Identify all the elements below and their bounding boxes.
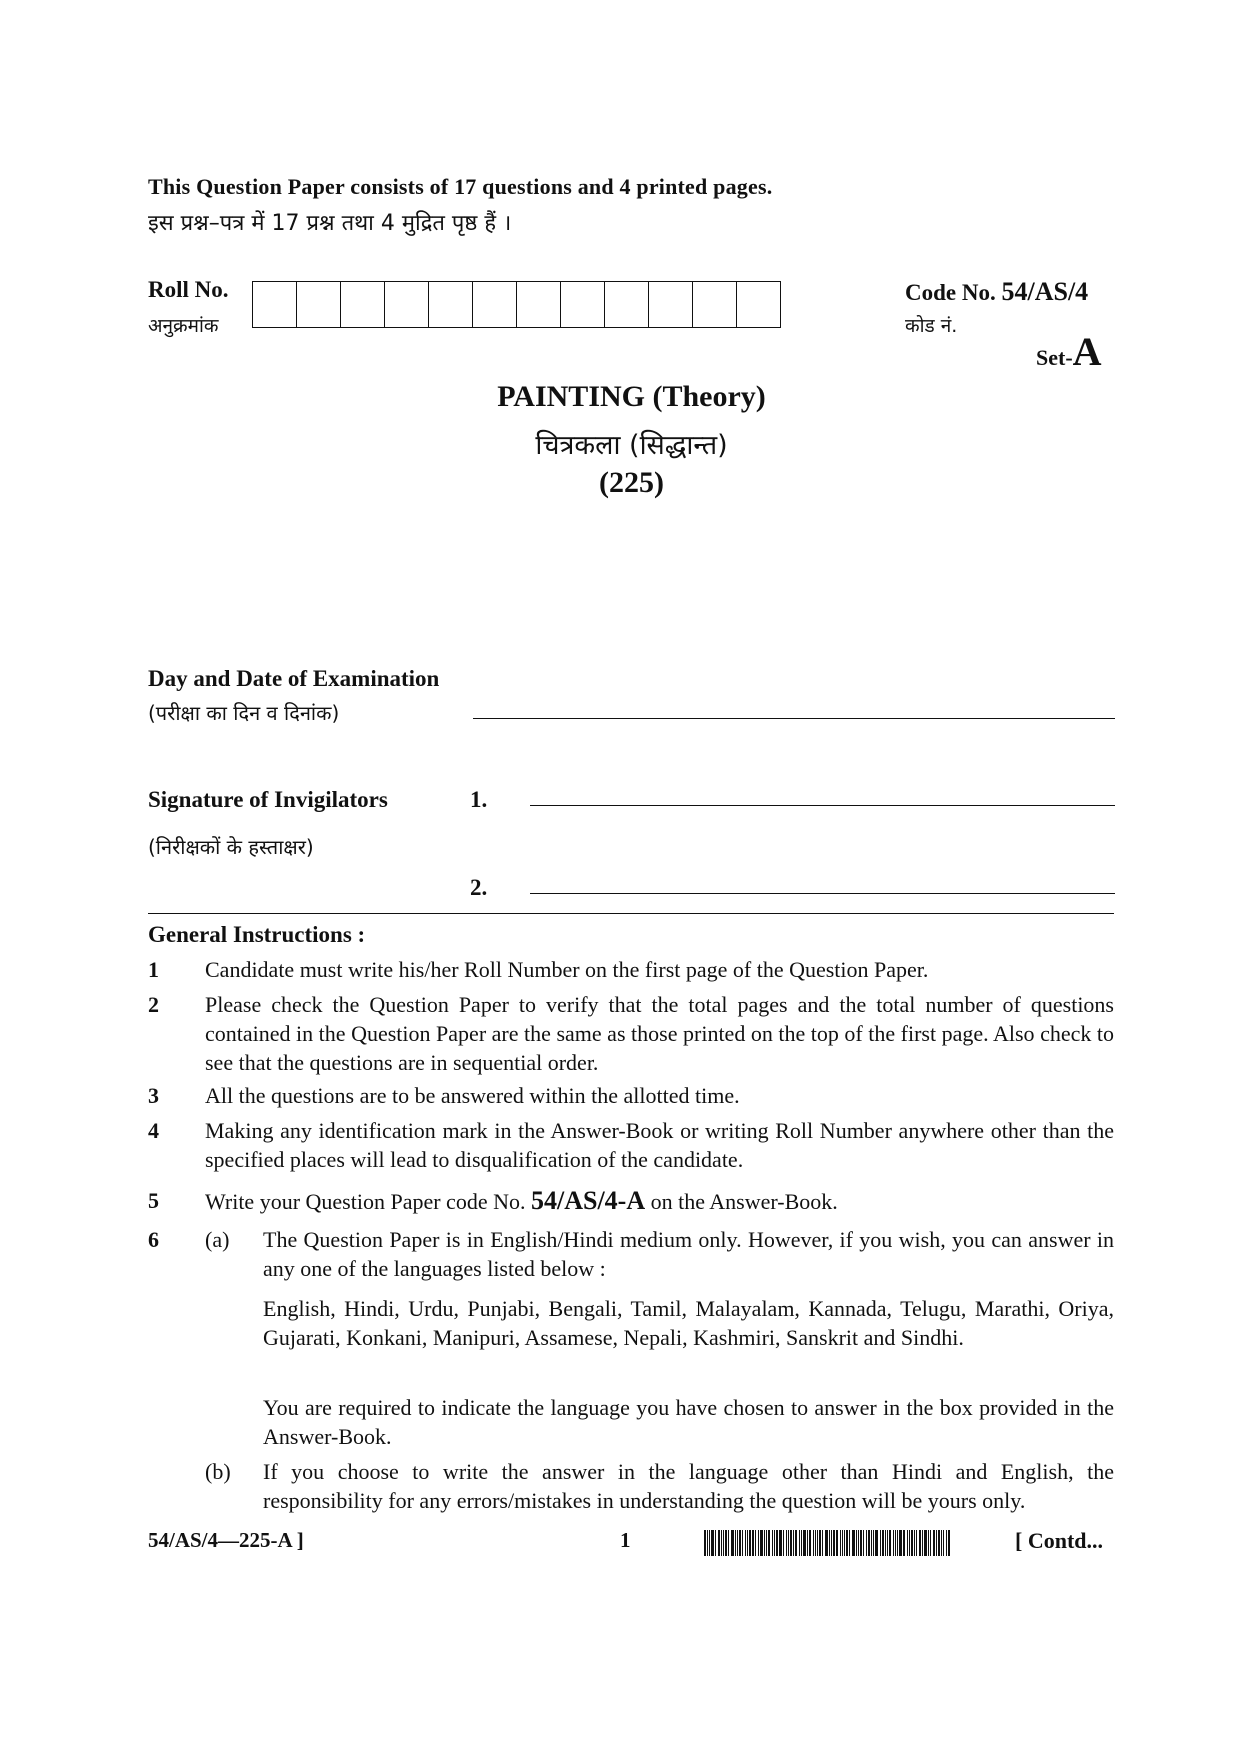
barcode-bar [856, 1530, 857, 1556]
barcode-bar [790, 1530, 792, 1556]
barcode-bar [885, 1530, 886, 1556]
barcode-bar [844, 1530, 845, 1556]
continued-label: [ Contd... [1015, 1528, 1104, 1553]
barcode-bar [873, 1530, 874, 1556]
instruction-text: Making any identification mark in the Answer-Book or writing Roll Number anywhere other than the specified places will lead to disqualification of the candidate. [205, 1118, 1114, 1172]
instruction-number: 3 [148, 1083, 159, 1108]
set-label [1036, 328, 1102, 375]
barcode-bar [815, 1530, 816, 1556]
roll-digit-box [341, 281, 385, 328]
barcode-bar [735, 1530, 736, 1556]
roll-digit-box [517, 281, 561, 328]
barcode-bar [807, 1530, 808, 1556]
instruction-number: 5 [148, 1188, 159, 1213]
barcode-bar [758, 1530, 759, 1556]
barcode-bar [813, 1530, 814, 1556]
invigilators-label: Signature of Invigilators [148, 787, 388, 812]
barcode-bar [909, 1530, 910, 1556]
instruction-6b-label: (b) [205, 1459, 231, 1484]
instruction-6a-note [205, 1393, 1114, 1453]
barcode-bar [863, 1530, 864, 1556]
instruction-4 [148, 1116, 1114, 1176]
barcode-bar [728, 1530, 729, 1556]
barcode-bar [831, 1530, 832, 1556]
barcode-bar [817, 1530, 818, 1556]
instruction-6a-text: The Question Paper is in English/Hindi medium only. However, if you wish, you can answer in any one of the languages listed below : [263, 1227, 1114, 1281]
exam-date-label: Day and Date of Examination [148, 666, 440, 691]
barcode-bar [783, 1530, 784, 1556]
barcode-bar [755, 1530, 756, 1556]
instruction-6a-languages [205, 1294, 1114, 1384]
barcode-bar [718, 1530, 720, 1556]
paper-info-hindi: इस प्रश्न–पत्र में 17 प्रश्न तथा 4 मुद्रित पृष्ठ हैं । [148, 211, 512, 236]
set-prefix: Set- [1036, 345, 1073, 370]
barcode-bar [852, 1530, 855, 1556]
set-letter: A [1072, 329, 1102, 374]
instruction-text-before: Write your Question Paper code No. [205, 1189, 526, 1214]
roll-number-boxes [252, 281, 781, 328]
barcode-bar [936, 1530, 937, 1556]
barcode-bar [704, 1530, 706, 1556]
invigilator-1-number: 1. [470, 787, 488, 812]
subject-title: PAINTING (Theory) [497, 380, 766, 413]
barcode-bar [788, 1530, 789, 1556]
barcode-bar [895, 1530, 896, 1556]
barcode-bar [711, 1530, 714, 1556]
barcode-bar [836, 1530, 838, 1556]
instruction-text: Please check the Question Paper to verify that the total pages and the total number of questions contained in the Question Paper are the same as those printed on the top of the first page. Also check to see that the questions are in sequential order. [205, 992, 1114, 1075]
roll-digit-box [297, 281, 341, 328]
instruction-number: 2 [148, 992, 159, 1017]
code-no [905, 277, 1088, 307]
roll-digit-box [561, 281, 605, 328]
barcode-bar [893, 1530, 894, 1556]
barcode-bar [914, 1530, 915, 1556]
roll-digit-box [693, 281, 737, 328]
invigilator-2-number: 2. [470, 875, 488, 900]
barcode-bar [930, 1530, 931, 1556]
barcode-bar [946, 1530, 947, 1556]
barcode-bar [928, 1530, 929, 1556]
barcode-bar [849, 1530, 850, 1556]
barcode-bar [799, 1530, 800, 1556]
question-paper-code: 54/AS/4-A [530, 1186, 646, 1215]
barcode-bar [858, 1530, 859, 1556]
roll-digit-box [605, 281, 649, 328]
barcode-bar [707, 1530, 708, 1556]
barcode-bar [919, 1530, 921, 1556]
barcode-bar [721, 1530, 722, 1556]
barcode-bar [941, 1530, 942, 1556]
instruction-text: Candidate must write his/her Roll Number on the first page of the Question Paper. [205, 957, 929, 982]
barcode-bar [803, 1530, 806, 1556]
roll-digit-box [429, 281, 473, 328]
barcode-bar [889, 1530, 891, 1556]
instruction-2 [148, 990, 1114, 1080]
exam-date-line [473, 718, 1115, 719]
instruction-6a-label: (a) [205, 1227, 230, 1252]
instruction-text-after: on the Answer-Book. [650, 1189, 838, 1214]
barcode-bar [747, 1530, 748, 1556]
barcode-bar [715, 1530, 716, 1556]
barcode-bar [764, 1530, 765, 1556]
roll-digit-box [385, 281, 429, 328]
footer-code: 54/AS/4—225-A ] [148, 1528, 304, 1552]
instruction-number: 6 [148, 1227, 159, 1252]
subject-code: (225) [599, 466, 664, 499]
barcode-bar [795, 1530, 797, 1556]
roll-digit-box [649, 281, 693, 328]
roll-digit-box [737, 281, 781, 328]
barcode-bar [793, 1530, 794, 1556]
barcode-bar [822, 1530, 823, 1556]
barcode-bar [752, 1530, 754, 1556]
instruction-6b-text: If you choose to write the answer in the language other than Hindi and English, the responsibility for any errors/mistakes in understanding the question will be yours only. [263, 1459, 1114, 1513]
barcode-bar [887, 1530, 888, 1556]
barcode-bar [786, 1530, 787, 1556]
barcode-bar [742, 1530, 743, 1556]
instruction-6a [205, 1225, 1114, 1285]
instruction-1 [148, 955, 1114, 985]
barcode-bar [723, 1530, 724, 1556]
barcode-bar [897, 1530, 898, 1556]
invigilator-2-line [530, 893, 1115, 894]
barcode-bar [779, 1530, 782, 1556]
barcode-bar [866, 1530, 867, 1556]
barcode-bar [907, 1530, 908, 1556]
barcode-bar [768, 1530, 770, 1556]
barcode-bar [745, 1530, 746, 1556]
barcode-bar [868, 1530, 870, 1556]
page-number: 1 [620, 1528, 631, 1552]
general-instructions-title: General Instructions : [148, 922, 366, 947]
barcode-bar [840, 1530, 841, 1556]
barcode-bar [725, 1530, 727, 1556]
exam-date-label-hindi: (परीक्षा का दिन व दिनांक) [148, 701, 340, 725]
instruction-text: All the questions are to be answered within the allotted time. [205, 1083, 740, 1108]
roll-no-label-hindi: अनुक्रमांक [148, 315, 219, 337]
barcode-bar [860, 1530, 862, 1556]
barcode-bar [882, 1530, 884, 1556]
code-no-value: 54/AS/4 [1001, 277, 1089, 306]
barcode-bar [916, 1530, 917, 1556]
barcode-bar [829, 1530, 830, 1556]
barcode-bar [774, 1530, 775, 1556]
barcode-bar [776, 1530, 778, 1556]
barcode-bar [948, 1530, 950, 1556]
barcode-bar [871, 1530, 872, 1556]
code-no-label-hindi: कोड नं. [905, 315, 958, 337]
invigilators-label-hindi: (निरीक्षकों के हस्ताक्षर) [148, 835, 314, 859]
barcode-bar [938, 1530, 940, 1556]
barcode-bar [875, 1530, 878, 1556]
barcode-bar [903, 1530, 905, 1556]
languages-list: English, Hindi, Urdu, Punjabi, Bengali, Tamil, Malayalam, Kannada, Telugu, Marathi, Oriya, Gujarati, Konkani, Manipuri, Assamese, Nepali, Kashmiri, Sanskrit and Sindhi. [263, 1296, 1114, 1350]
roll-no-label: Roll No. [148, 277, 229, 302]
barcode-bar [731, 1530, 734, 1556]
barcode-bar [842, 1530, 843, 1556]
barcode-bar [760, 1530, 763, 1556]
barcode-bar [922, 1530, 923, 1556]
barcode-bar [943, 1530, 944, 1556]
roll-digit-box [473, 281, 517, 328]
barcode-bar [933, 1530, 935, 1556]
barcode-bar [819, 1530, 821, 1556]
instruction-6b [205, 1457, 1114, 1517]
instruction-3 [148, 1081, 1114, 1111]
instruction-5 [148, 1186, 1114, 1218]
invigilator-1-line [530, 805, 1115, 806]
language-note: You are required to indicate the language you have chosen to answer in the box provided in the Answer-Book. [263, 1395, 1114, 1449]
barcode-bar [709, 1530, 710, 1556]
barcode-bar [809, 1530, 811, 1556]
barcode-bar [825, 1530, 828, 1556]
subject-title-hindi: चित्रकला (सिद्धान्त) [535, 430, 728, 461]
divider [148, 913, 1114, 914]
instruction-number: 1 [148, 957, 159, 982]
barcode-bar [924, 1530, 927, 1556]
barcode-bar [749, 1530, 751, 1556]
barcode-bar [846, 1530, 848, 1556]
barcode-bar [766, 1530, 767, 1556]
instruction-number: 4 [148, 1118, 159, 1143]
barcode-bar [772, 1530, 773, 1556]
barcode-bar [737, 1530, 738, 1556]
barcode-bar [899, 1530, 902, 1556]
barcode-bar [911, 1530, 913, 1556]
barcode-bar [833, 1530, 835, 1556]
roll-digit-box [253, 281, 297, 328]
barcode-bar [739, 1530, 741, 1556]
barcode-bar [801, 1530, 802, 1556]
barcode-bar [880, 1530, 881, 1556]
code-no-label: Code No. [905, 280, 996, 305]
barcode [704, 1530, 996, 1556]
paper-info-english: This Question Paper consists of 17 questions and 4 printed pages. [148, 174, 773, 199]
